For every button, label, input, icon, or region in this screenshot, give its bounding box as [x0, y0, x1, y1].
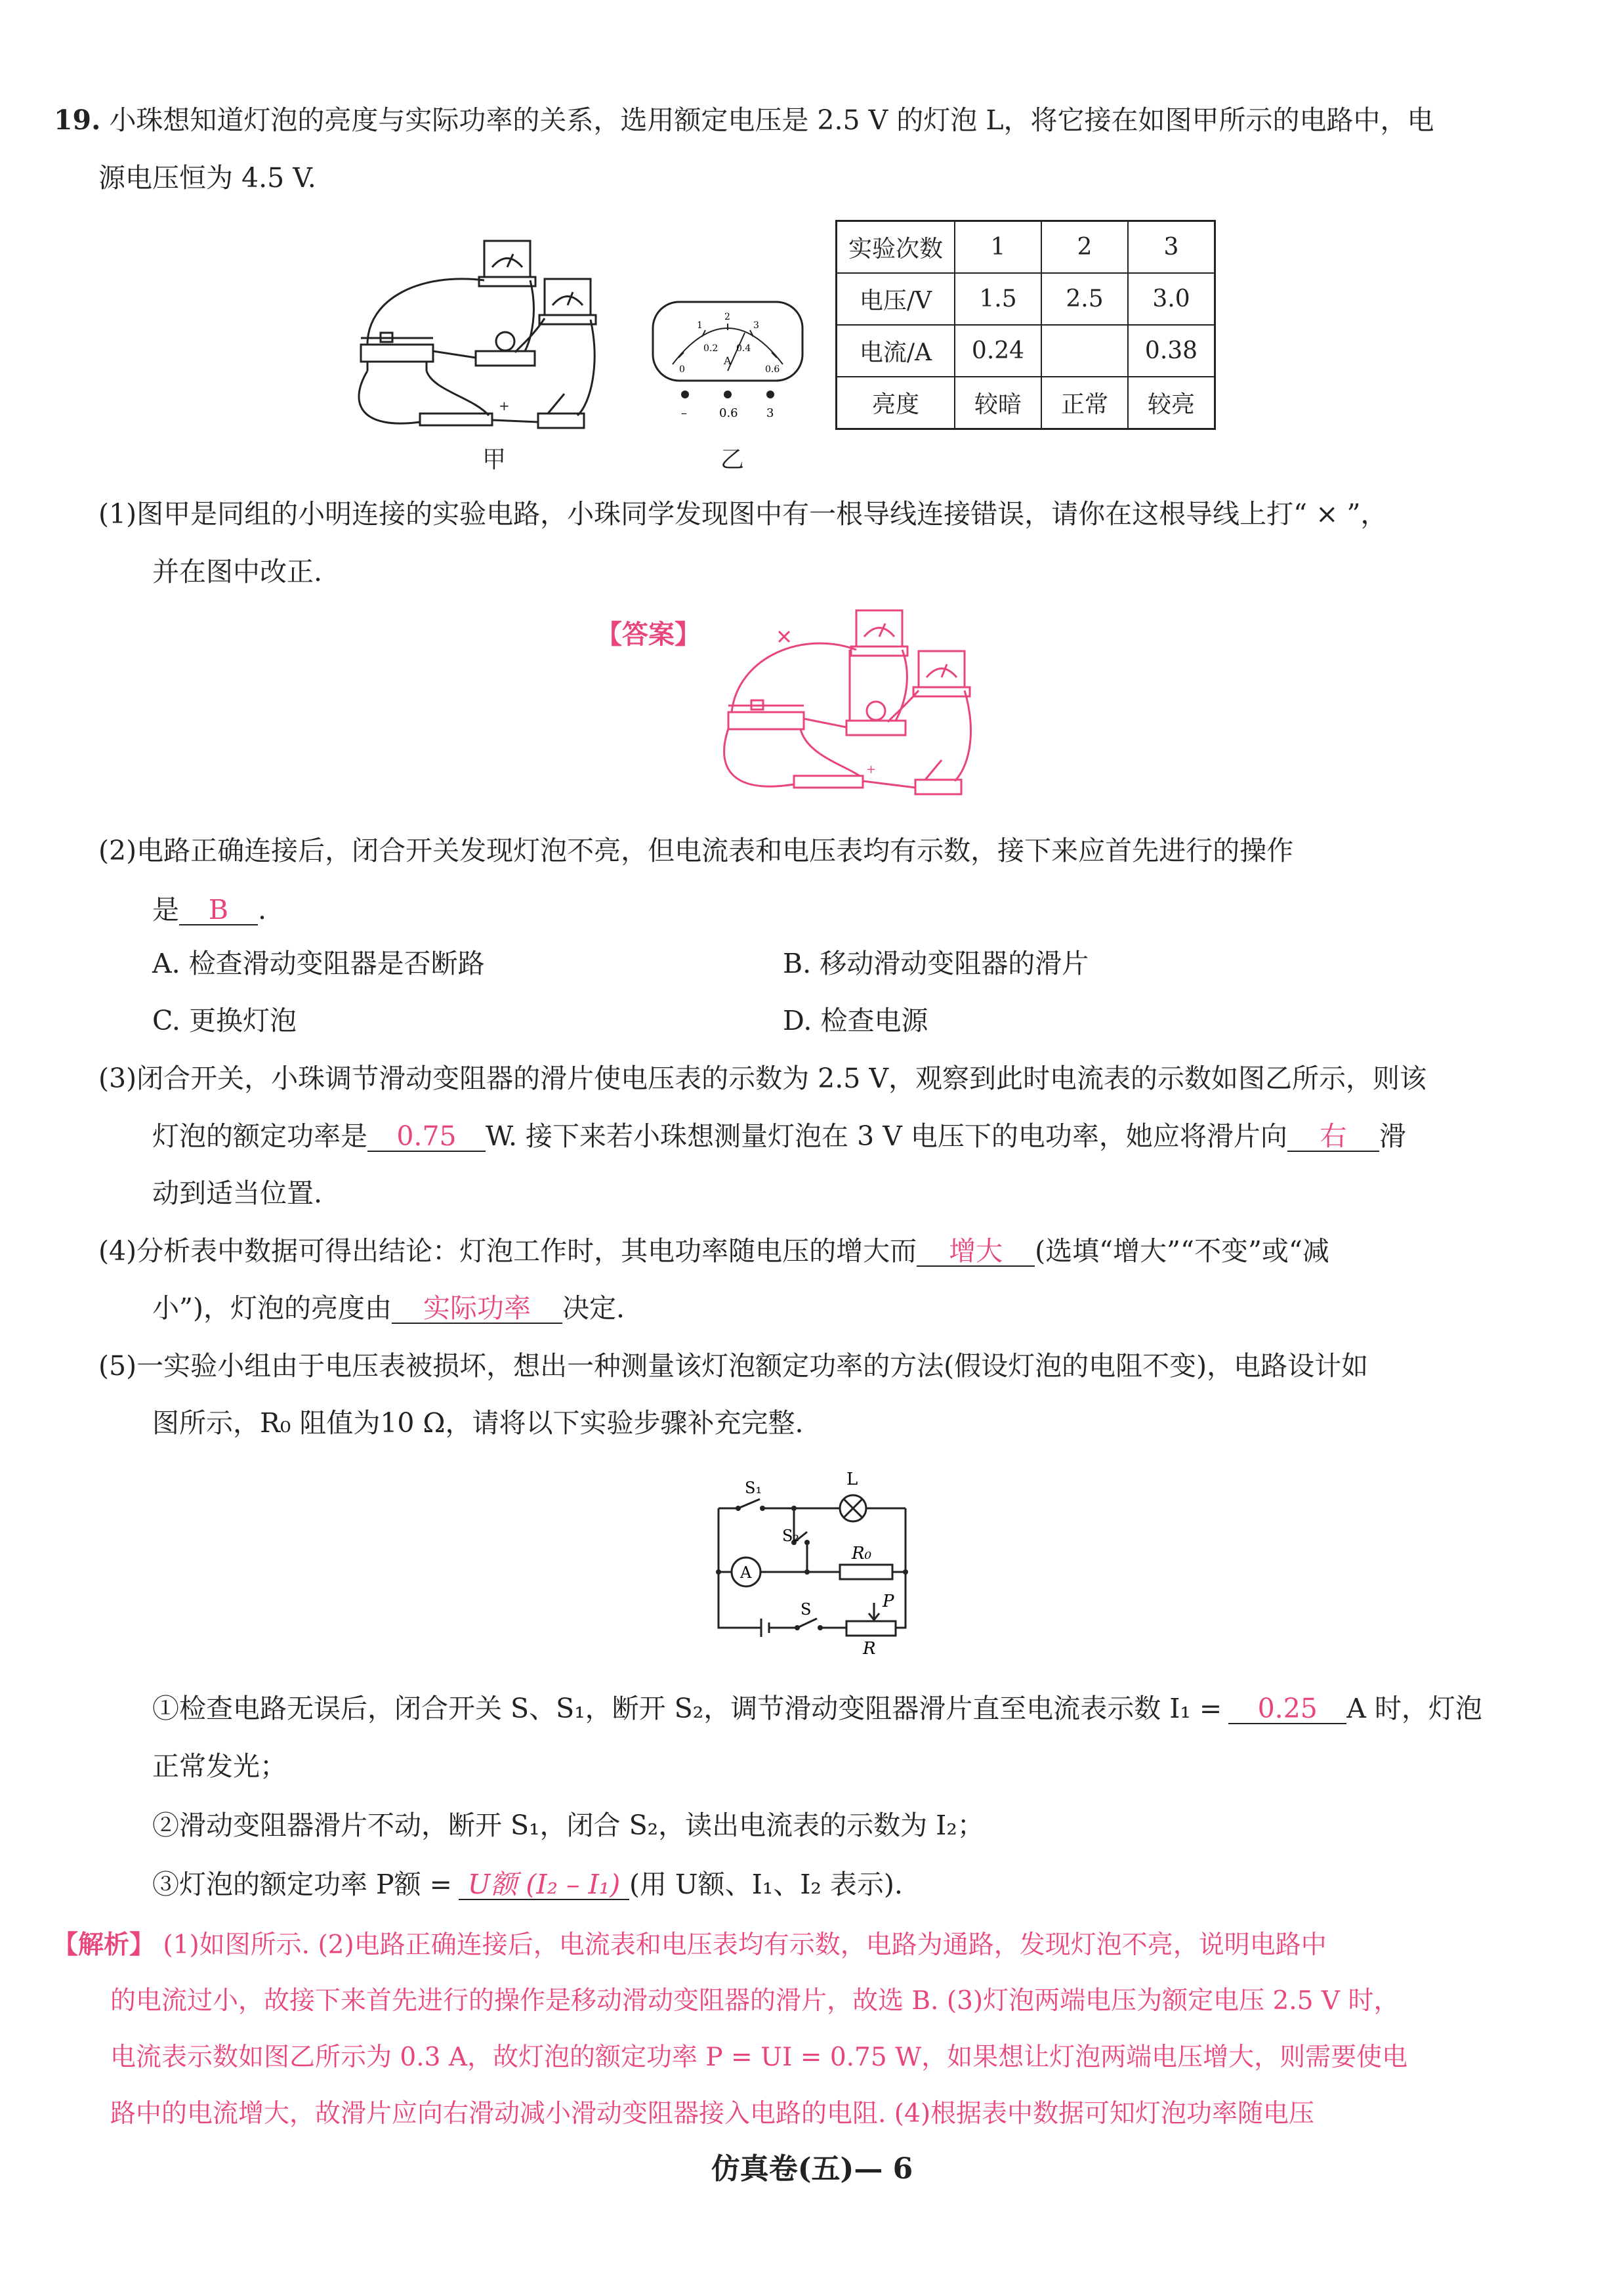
label-a: A [740, 1563, 752, 1582]
meter-tick-2: 0.4 [736, 343, 751, 354]
meter-tick-3: 0.6 [765, 364, 780, 375]
step2: ②滑动变阻器滑片不动，断开 S₁，闭合 S₂，读出电流表的示数为 I₂； [152, 1810, 984, 1841]
table-cell: 1 [955, 221, 1041, 274]
part1-line2: 并在图中改正. [152, 556, 323, 587]
table-cell: 电流/A [837, 325, 955, 377]
part2-prefix: 是 [152, 894, 179, 925]
step1-prefix: ①检查电路无误后，闭合开关 S、S₁，断开 S₂，调节滑动变阻器滑片直至电流表示数 I₁ = [152, 1693, 1222, 1724]
option-b: B. 移动滑动变阻器的滑片 [783, 948, 1089, 979]
analysis-text-1: (1)如图所示. (2)电路正确连接后，电流表和电压表均有示数，电路为通路，发现灯泡不亮，说明电路中 [163, 1930, 1327, 1960]
table-cell: 0.38 [1128, 325, 1215, 377]
table-cell: 2 [1041, 221, 1128, 274]
table-cell: 2.5 [1041, 273, 1128, 325]
part3-line1: (3)闭合开关，小珠调节滑动变阻器的滑片使电压表的示数为 2.5 V，观察到此时电流表的示数如图乙所示，则该 [98, 1063, 1426, 1094]
svg-text:+: + [866, 763, 877, 776]
step3-prefix: ③灯泡的额定功率 P额 = [152, 1869, 453, 1900]
part3-answer-power: 0.75 [367, 1122, 486, 1152]
part4-answer-trend: 增大 [917, 1237, 1035, 1267]
part4-answer-factor: 实际功率 [392, 1294, 562, 1324]
step1-line1 [152, 1690, 1482, 1727]
part1-line1: (1)图甲是同组的小明连接的实验电路，小珠同学发现图中有一根导线连接错误，请你在这根导线上打“ × ”， [98, 498, 1388, 530]
table-cell: 较亮 [1128, 377, 1215, 429]
table-row [837, 221, 1215, 274]
ammeter-figure-yi [650, 299, 807, 423]
analysis-line3: 电流表示数如图乙所示为 0.3 A，故灯泡的额定功率 P = UI = 0.75 W，如果想让灯泡两端电压增大，则需要使电 [110, 2043, 1408, 2072]
terminal-neg: – [681, 406, 687, 420]
analysis-line1 [52, 1926, 1327, 1964]
figure-label-yi: 乙 [720, 446, 745, 473]
table-cell: 3 [1128, 221, 1215, 274]
meter-top-tick-2: 2 [724, 312, 730, 322]
part3-line2 [152, 1118, 1406, 1155]
table-cell: 亮度 [837, 377, 955, 429]
figure-label-jia: 甲 [482, 446, 507, 473]
part3-answer-direction: 右 [1287, 1122, 1379, 1152]
analysis-line4: 路中的电流增大，故滑片应向右滑动减小滑动变阻器接入电路的电阻. (4)根据表中数据可知灯泡功率随电压 [110, 2099, 1315, 2129]
analysis-tag: 【解析】 [52, 1930, 156, 1960]
meter-tick-0: 0 [679, 364, 685, 375]
question-number: 19 [54, 104, 92, 136]
part4-prefix: (4)分析表中数据可得出结论：灯泡工作时，其电功率随电压的增大而 [98, 1235, 917, 1267]
part3-prefix: 灯泡的额定功率是 [152, 1120, 367, 1152]
label-s2: S₂ [782, 1527, 800, 1545]
label-s1: S₁ [745, 1479, 762, 1497]
meter-top-tick-3: 3 [753, 320, 759, 331]
part4-line2-suffix: 决定. [562, 1292, 625, 1324]
part2-answer: B [179, 895, 258, 925]
label-l: L [846, 1470, 858, 1489]
part4-suffix: (选填“增大”“不变”或“减 [1035, 1235, 1329, 1267]
question-stem-line1: 19. 小珠想知道灯泡的亮度与实际功率的关系，选用额定电压是 2.5 V 的灯泡 L，将它接在如图甲所示的电路中，电 [54, 104, 1434, 136]
option-a: A. 检查滑动变阻器是否断路 [152, 948, 485, 979]
table-cell: 电压/V [837, 273, 955, 325]
option-c: C. 更换灯泡 [152, 1005, 297, 1036]
part2-line2 [152, 891, 266, 928]
part2-line1: (2)电路正确连接后，闭合开关发现灯泡不亮，但电流表和电压表均有示数，接下来应首先进行的操作 [98, 835, 1294, 866]
meter-tick-1: 0.2 [703, 343, 718, 354]
step1-answer: 0.25 [1228, 1694, 1346, 1724]
part5-line2: 图所示，R₀ 阻值为10 Ω，请将以下实验步骤补充完整. [152, 1407, 804, 1439]
table-row [837, 377, 1215, 429]
table-cell: 较暗 [955, 377, 1041, 429]
table-row [837, 325, 1215, 377]
part2-suffix: . [258, 894, 267, 925]
meter-unit: A [724, 354, 732, 367]
answer-circuit-figure [718, 604, 1001, 807]
table-cell: 实验次数 [837, 221, 955, 274]
label-r: R [863, 1639, 876, 1659]
label-p: P [883, 1592, 894, 1611]
option-d: D. 检查电源 [783, 1005, 928, 1036]
circuit-figure-jia [341, 233, 617, 456]
analysis-line2: 的电流过小，故接下来首先进行的操作是移动滑动变阻器的滑片，故选 B. (3)灯泡两端电压为额定电压 2.5 V 时， [110, 1986, 1400, 2016]
step3-suffix: (用 U额、I₁、I₂ 表示). [629, 1869, 903, 1900]
part4-line1 [98, 1233, 1329, 1269]
data-table [835, 220, 1216, 430]
step1-suffix: A 时，灯泡 [1346, 1693, 1482, 1724]
part3-line3: 动到适当位置. [152, 1177, 323, 1209]
table-cell [1041, 325, 1128, 377]
question-stem-line2: 源电压恒为 4.5 V. [98, 162, 316, 194]
table-cell: 正常 [1041, 377, 1128, 429]
label-r0: R₀ [852, 1544, 871, 1563]
part3-middle: W. 接下来若小珠想测量灯泡在 3 V 电压下的电功率，她应将滑片向 [486, 1120, 1287, 1152]
page-footer: 仿真卷(五)— 6 [711, 2152, 913, 2186]
terminal-3: 3 [766, 406, 774, 420]
answer-tag: 【答案】 [596, 620, 701, 650]
svg-text:+: + [499, 398, 510, 413]
table-cell: 3.0 [1128, 273, 1215, 325]
step3 [152, 1866, 903, 1903]
stem-text: 小珠想知道灯泡的亮度与实际功率的关系，选用额定电压是 2.5 V 的灯泡 L，将它接在如图甲所示的电路中，电 [109, 104, 1434, 136]
terminal-06: 0.6 [719, 406, 738, 420]
part5-circuit-figure [709, 1464, 925, 1661]
label-s: S [801, 1600, 812, 1619]
table-row [837, 273, 1215, 325]
part3-suffix: 滑 [1379, 1120, 1406, 1152]
part4-line2 [152, 1290, 625, 1326]
part4-line2-prefix: 小”)，灯泡的亮度由 [152, 1292, 392, 1324]
table-cell: 1.5 [955, 273, 1041, 325]
meter-top-tick-1: 1 [697, 320, 703, 331]
step3-answer: U额 (I₂ – I₁) [459, 1870, 629, 1900]
part5-line1: (5)一实验小组由于电压表被损坏，想出一种测量该灯泡额定功率的方法(假设灯泡的电阻不变)，电路设计如 [98, 1350, 1369, 1382]
step1-line2: 正常发光； [152, 1750, 287, 1782]
table-cell: 0.24 [955, 325, 1041, 377]
